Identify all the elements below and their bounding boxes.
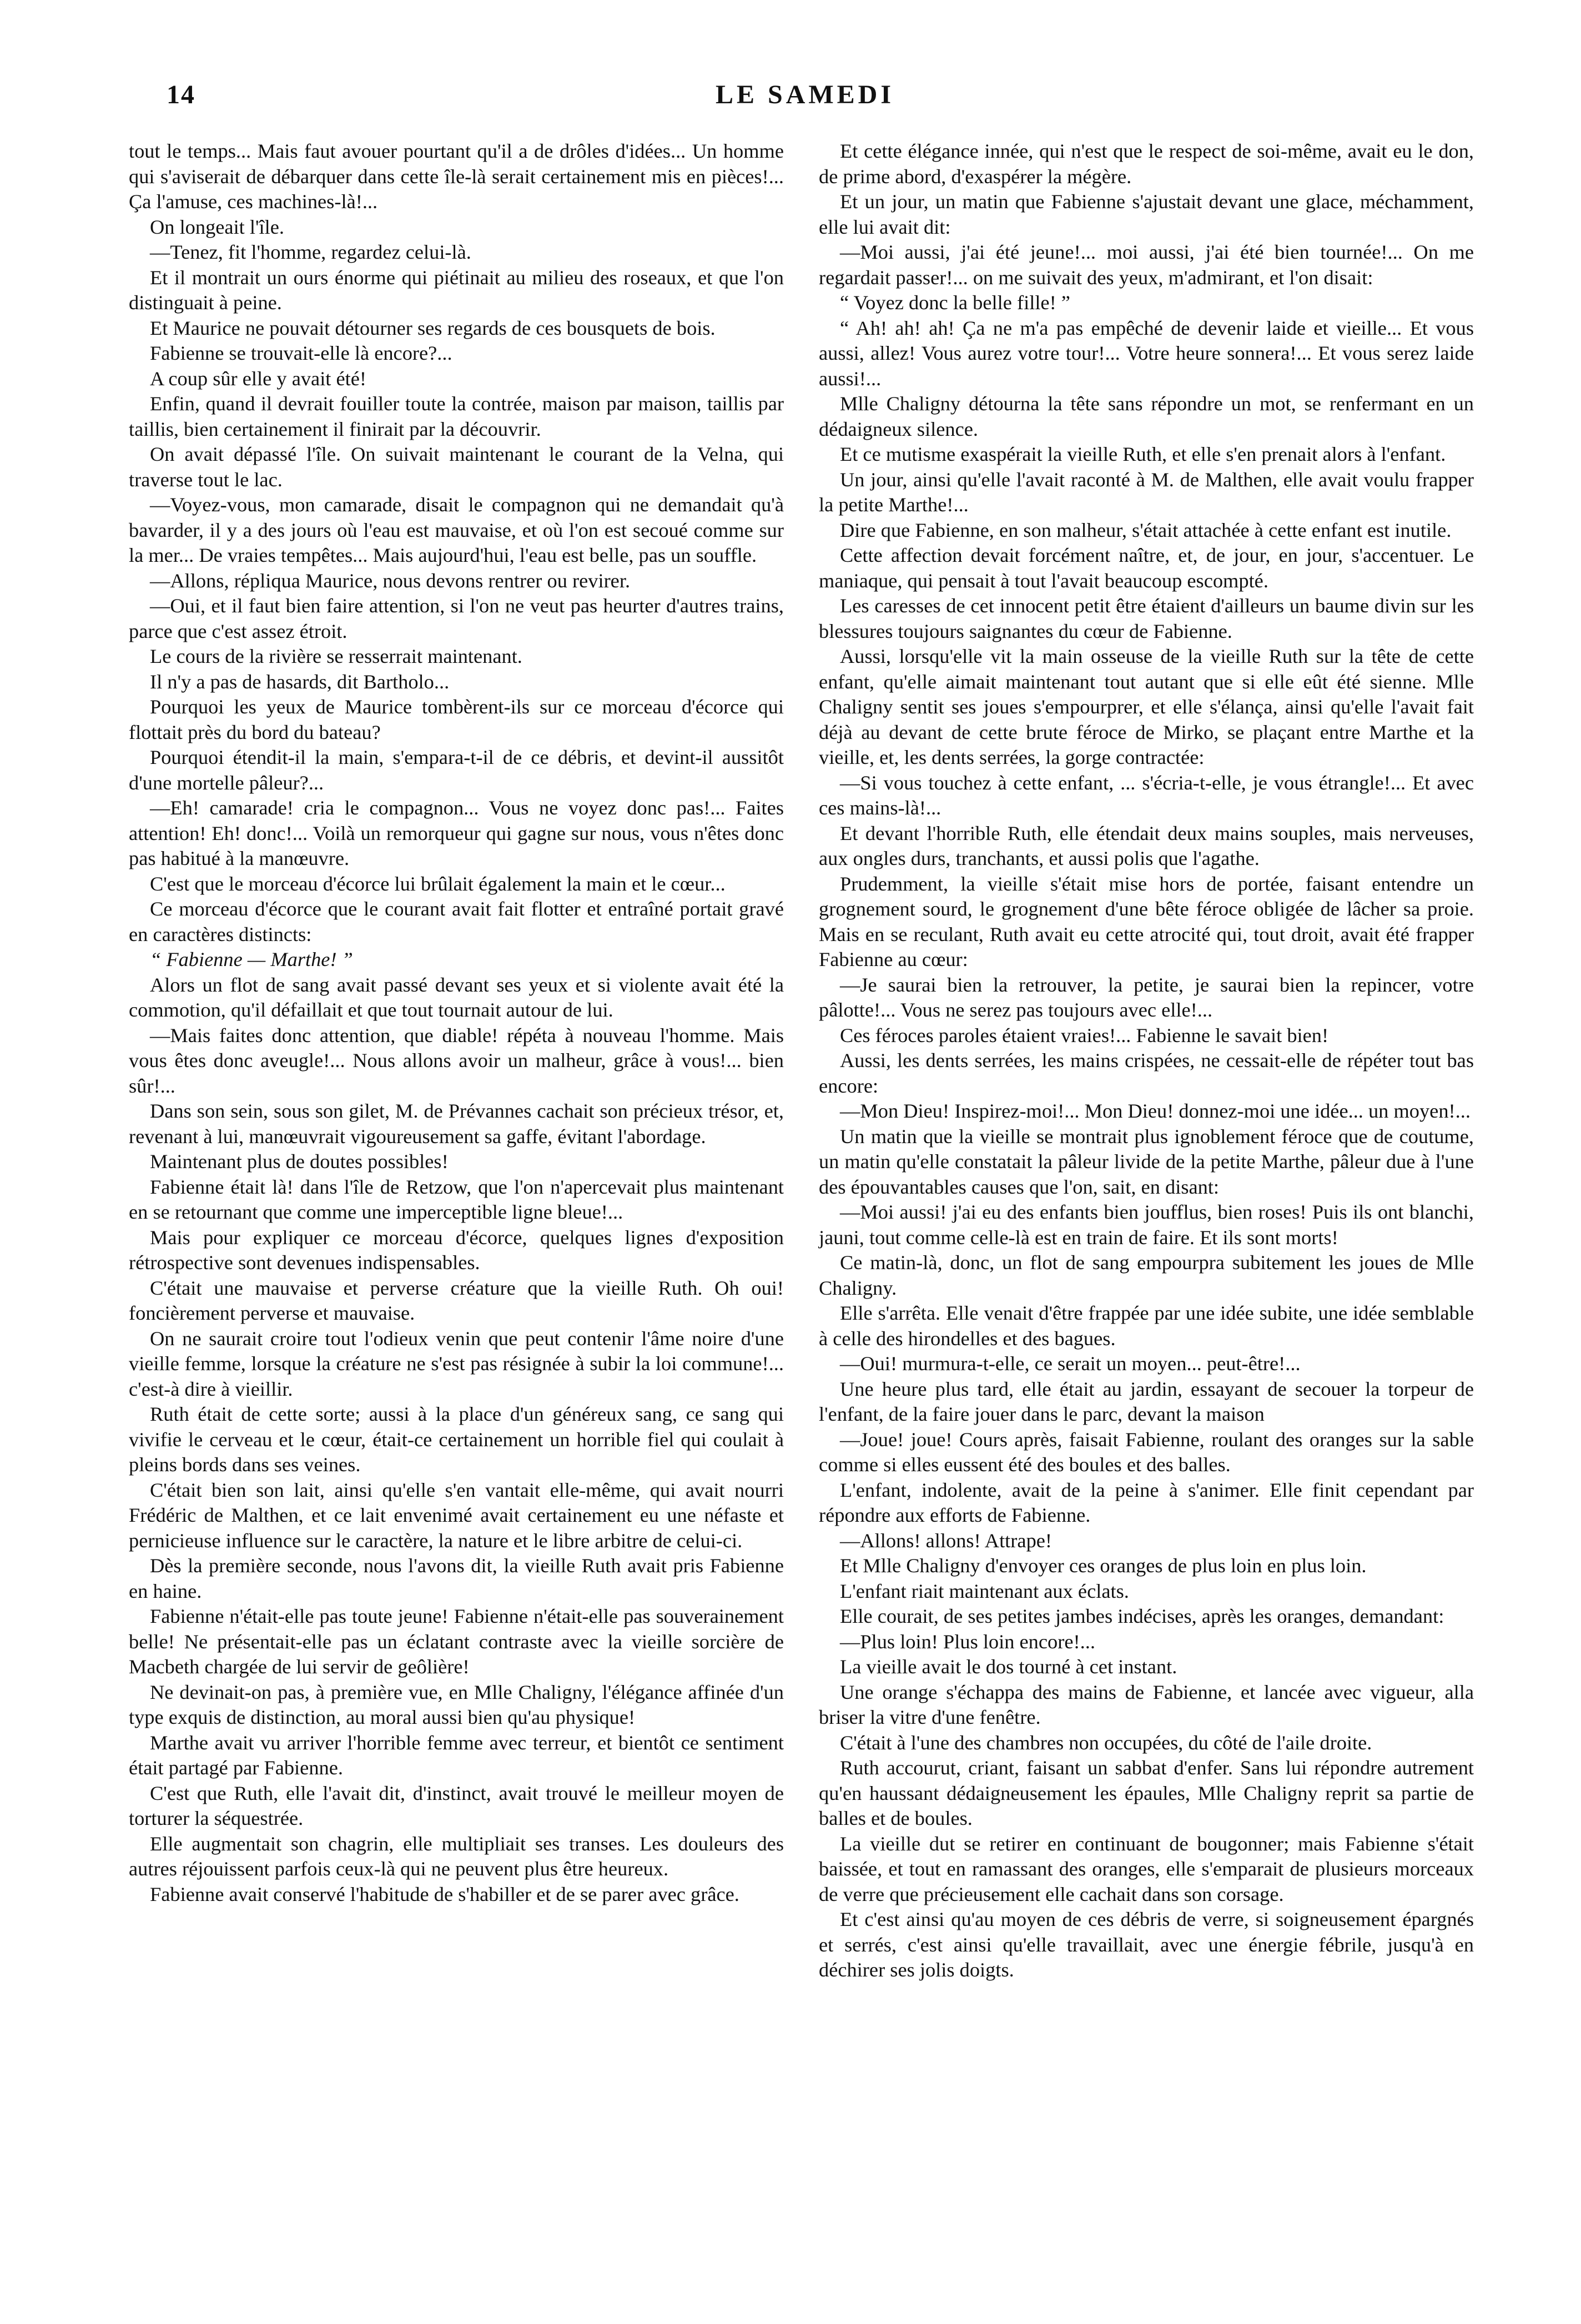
paragraph: Et ce mutisme exaspérait la vieille Ruth, et elle s'en prenait alors à l'enfant. bbox=[840, 443, 1446, 465]
paragraph: —Joue! joue! Cours après, faisait Fabienne, roulant des oranges sur la sable comme si elles eussent été des boules et des balles. bbox=[819, 1428, 1474, 1476]
paragraph: Ce matin-là, donc, un flot de sang empourpra subitement les joues de Mlle Chaligny. bbox=[819, 1251, 1474, 1299]
paragraph: “ Ah! ah! ah! Ça ne m'a pas empêché de devenir laide et vieille... Et vous aussi, allez! Vous aurez votre tour!... Votre heure sonnera!... Et vous serez laide aussi!... bbox=[819, 316, 1474, 390]
paragraph: On longeait l'île. bbox=[150, 215, 285, 238]
paragraph: Le cours de la rivière se resserrait maintenant. bbox=[150, 645, 522, 667]
paragraph: Dans son sein, sous son gilet, M. de Prévannes cachait son précieux trésor, et, revenant à lui, manœuvrait vigoureusement sa gaffe, évitant l'abordage. bbox=[129, 1100, 784, 1148]
paragraph: Mais pour expliquer ce morceau d'écorce, quelques lignes d'exposition rétrospective sont devenues indispensables. bbox=[129, 1226, 784, 1274]
paragraph: Une orange s'échappa des mains de Fabienne, et lancée avec vigueur, alla briser la vitre d'une fenêtre. bbox=[819, 1681, 1474, 1728]
paragraph: —Moi aussi, j'ai été jeune!... moi aussi, j'ai été bien tournée!... On me regardait passer!... on me suivait des yeux, m'admirant, et l'on disait: bbox=[819, 241, 1474, 289]
paragraph: Fabienne avait conservé l'habitude de s'habiller et de se parer avec grâce. bbox=[150, 1883, 739, 1905]
paragraph: Ce morceau d'écorce que le courant avait fait flotter et entraîné portait gravé en caractères distincts: bbox=[129, 898, 784, 945]
paragraph: C'était bien son lait, ainsi qu'elle s'en vantait elle-même, qui avait nourri Frédéric de Malthen, et ce lait envenimé avait certainement eu une néfaste et pernicieuse influence sur le caractère, la nature et le libre arbitre de celui-ci. bbox=[129, 1478, 784, 1552]
page-number: 14 bbox=[167, 80, 195, 109]
paragraph: Fabienne se trouvait-elle là encore?... bbox=[150, 342, 452, 364]
paragraph: Prudemment, la vieille s'était mise hors de portée, faisant entendre un grognement sourd, le grognement d'une bête féroce obligée de lâcher sa proie. Mais en se reculant, Ruth avait eu cette atrocité qui, tout droit, avait été frapper Fabienne au cœur: bbox=[819, 872, 1474, 970]
paragraph: Alors un flot de sang avait passé devant ses yeux et si violente avait été la commotion, qu'il défaillait et que tout tournait autour de lui. bbox=[129, 973, 784, 1021]
paragraph: Fabienne n'était-elle pas toute jeune! Fabienne n'était-elle pas souverainement belle! Ne présentait-elle pas un éclatant contraste avec la vieille sorcière de Macbeth chargée de lui servir de geôlière! bbox=[129, 1605, 784, 1678]
paragraph: Aussi, les dents serrées, les mains crispées, ne cessait-elle de répéter tout bas encore: bbox=[819, 1049, 1474, 1097]
journal-title: LE SAMEDI bbox=[715, 80, 895, 109]
paragraph: —Voyez-vous, mon camarade, disait le compagnon qui ne demandait qu'à bavarder, il y a des jours où l'eau est mauvaise, et où l'on est secoué comme sur la mer... De vraies tempêtes... Mais aujourd'hui, l'eau est belle, pas un souffle. bbox=[129, 494, 784, 566]
paragraph: Un jour, ainsi qu'elle l'avait raconté à M. de Malthen, elle avait voulu frapper la petite Marthe!... bbox=[819, 468, 1474, 516]
paragraph: C'était une mauvaise et perverse créature que la vieille Ruth. Oh oui! foncièrement perverse et mauvaise. bbox=[129, 1276, 784, 1324]
paragraph: A coup sûr elle y avait été! bbox=[150, 367, 367, 390]
paragraph: On ne saurait croire tout l'odieux venin que peut contenir l'âme noire d'une vieille femme, lorsque la créature ne s'est pas résignée à subir la loi commune!... c'est-à dire à vieillir. bbox=[129, 1327, 784, 1400]
paragraph: Une heure plus tard, elle était au jardin, essayant de secouer la torpeur de l'enfant, de la faire jouer dans le parc, devant la maison bbox=[819, 1377, 1474, 1425]
paragraph: Cette affection devait forcément naître, et, de jour, en jour, s'accentuer. Le maniaque, qui pensait à tout l'avait beaucoup escompté. bbox=[819, 544, 1474, 592]
paragraph: Et Maurice ne pouvait détourner ses regards de ces bousquets de bois. bbox=[150, 316, 716, 339]
paragraph: Pourquoi étendit-il la main, s'empara-t-il de ce débris, et devint-il aussitôt d'une mortelle pâleur?... bbox=[129, 746, 784, 794]
paragraph: —Je saurai bien la retrouver, la petite, je saurai bien la repincer, votre pâlotte!... Vous ne serez pas toujours avec elle!... bbox=[819, 973, 1474, 1021]
paragraph: —Mon Dieu! Inspirez-moi!... Mon Dieu! donnez-moi une idée... un moyen!... bbox=[840, 1100, 1471, 1122]
page-header bbox=[139, 79, 1471, 124]
paragraph: L'enfant riait maintenant aux éclats. bbox=[840, 1579, 1129, 1602]
paragraph: Ces féroces paroles étaient vraies!... Fabienne le savait bien! bbox=[840, 1024, 1329, 1047]
paragraph: “ Fabienne — Marthe! ” bbox=[150, 948, 353, 970]
paragraph: —Allons, répliqua Maurice, nous devons rentrer ou revirer. bbox=[150, 569, 631, 592]
paragraph: “ Voyez donc la belle fille! ” bbox=[840, 291, 1070, 314]
paragraph: Un matin que la vieille se montrait plus ignoblement féroce que de coutume, un matin qu'elle constatait la pâleur livide de la petite Marthe, pâleur due à l'une des épouvantables causes que l'on, sait, en disant: bbox=[819, 1125, 1474, 1198]
paragraph: C'est que Ruth, elle l'avait dit, d'instinct, avait trouvé le meilleur moyen de torturer la séquestrée. bbox=[129, 1782, 784, 1829]
paragraph: L'enfant, indolente, avait de la peine à s'animer. Elle finit cependant par répondre aux efforts de Fabienne. bbox=[819, 1478, 1474, 1526]
paragraph: Maintenant plus de doutes possibles! bbox=[150, 1150, 449, 1173]
paragraph: Et il montrait un ours énorme qui piétinait au milieu des roseaux, et que l'on distinguait à peine. bbox=[129, 266, 784, 314]
paragraph: —Allons! allons! Attrape! bbox=[840, 1529, 1053, 1552]
paragraph: Elle augmentait son chagrin, elle multipliait ses transes. Les douleurs des autres réjouissent parfois ceux-là qui ne peuvent plus être heureux. bbox=[129, 1832, 784, 1880]
paragraph: —Moi aussi! j'ai eu des enfants bien joufflus, bien roses! Puis ils ont blanchi, jauni, tout comme celle-là est en train de faire. Et ils sont morts! bbox=[819, 1201, 1474, 1249]
paragraph: tout le temps... Mais faut avouer pourtant qu'il a de drôles d'idées... Un homme qui s'aviserait de débarquer dans cette île-là serait certainement mis en pièces!... Ça l'amuse, ces machines-là!... bbox=[129, 140, 784, 213]
left-column bbox=[129, 139, 784, 1907]
paragraph: —Plus loin! Plus loin encore!... bbox=[840, 1630, 1095, 1653]
paragraph: Elle courait, de ses petites jambes indécises, après les oranges, demandant: bbox=[840, 1605, 1444, 1627]
paragraph: Les caresses de cet innocent petit être étaient d'ailleurs un baume divin sur les blessures toujours saignantes du cœur de Fabienne. bbox=[819, 595, 1474, 642]
paragraph: Ruth accourut, criant, faisant un sabbat d'enfer. Sans lui répondre autrement qu'en haussant dédaigneusement les épaules, Mlle Chaligny reprit sa partie de balles et de boules. bbox=[819, 1757, 1474, 1829]
paragraph: —Eh! camarade! cria le compagnon... Vous ne voyez donc pas!... Faites attention! Eh! donc!... Voilà un remorqueur qui gagne sur nous, vous n'êtes donc pas habitué à la manœuvre. bbox=[129, 797, 784, 869]
paragraph: C'était à l'une des chambres non occupées, du côté de l'aile droite. bbox=[840, 1731, 1372, 1754]
paragraph: Ruth était de cette sorte; aussi à la place d'un généreux sang, ce sang qui vivifie le cerveau et le cœur, était-ce certainement un horrible fiel qui coulait à pleins bords dans ses veines. bbox=[129, 1403, 784, 1476]
paragraph: Et devant l'horrible Ruth, elle étendait deux mains souples, mais nerveuses, aux ongles durs, tranchants, et aussi polis que l'agathe. bbox=[819, 822, 1474, 869]
paragraph: —Oui! murmura-t-elle, ce serait un moyen... peut-être!... bbox=[840, 1352, 1301, 1375]
paragraph: Elle s'arrêta. Elle venait d'être frappée par une idée subite, une idée semblable à celle des hirondelles et des bagues. bbox=[819, 1302, 1474, 1350]
paragraph: Enfin, quand il devrait fouiller toute la contrée, maison par maison, taillis par taillis, bien certainement il finirait par la découvrir. bbox=[129, 393, 784, 440]
paragraph: Marthe avait vu arriver l'horrible femme avec terreur, et bientôt ce sentiment était partagé par Fabienne. bbox=[129, 1731, 784, 1779]
paragraph: —Tenez, fit l'homme, regardez celui-là. bbox=[150, 241, 471, 263]
paragraph: Aussi, lorsqu'elle vit la main osseuse de la vieille Ruth sur la tête de cette enfant, qu'elle aimait maintenant tout autant que si elle eût été sienne. Mlle Chaligny sentit ses joues s'empourprer, et elle s'élança, ainsi qu'elle l'avait fait déjà au devant de cette brute féroce de Mirko, se plaçant entre Marthe et la vieille, et, les dents serrées, la gorge contractée: bbox=[819, 645, 1474, 768]
paragraph: —Si vous touchez à cette enfant, ... s'écria-t-elle, je vous étrangle!... Et avec ces mains-là!... bbox=[819, 771, 1474, 819]
paragraph: Dès la première seconde, nous l'avons dit, la vieille Ruth avait pris Fabienne en haine. bbox=[129, 1555, 784, 1602]
paragraph: —Oui, et il faut bien faire attention, si l'on ne veut pas heurter d'autres trains, parce que c'est assez étroit. bbox=[129, 595, 784, 642]
paragraph: Dire que Fabienne, en son malheur, s'était attachée à cette enfant est inutile. bbox=[840, 519, 1452, 541]
paragraph: Et un jour, un matin que Fabienne s'ajustait devant une glace, méchamment, elle lui avait dit: bbox=[819, 190, 1474, 238]
paragraph: Et cette élégance innée, qui n'est que le respect de soi-même, avait eu le don, de prime abord, d'exaspérer la mégère. bbox=[819, 140, 1474, 188]
paragraph: Et Mlle Chaligny d'envoyer ces oranges de plus loin en plus loin. bbox=[840, 1555, 1367, 1577]
paragraph: On avait dépassé l'île. On suivait maintenant le courant de la Velna, qui traverse tout le lac. bbox=[129, 443, 784, 491]
paragraph: C'est que le morceau d'écorce lui brûlait également la main et le cœur... bbox=[150, 872, 726, 895]
paragraph: Ne devinait-on pas, à première vue, en Mlle Chaligny, l'élégance affinée d'un type exquis de distinction, au moral aussi bien qu'au physique! bbox=[129, 1681, 784, 1728]
paragraph: Mlle Chaligny détourna la tête sans répondre un mot, se renfermant en un dédaigneux silence. bbox=[819, 393, 1474, 440]
paragraph: La vieille dut se retirer en continuant de bougonner; mais Fabienne s'était baissée, et tout en ramassant des oranges, elle s'emparait de plusieurs morceaux de verre que précieusement elle cachait dans son corsage. bbox=[819, 1832, 1474, 1905]
paragraph: Et c'est ainsi qu'au moyen de ces débris de verre, si soigneusement épargnés et serrés, c'est ainsi qu'elle travaillait, avec une énergie fébrile, jusqu'à en déchirer ses jolis doigts. bbox=[819, 1908, 1474, 1981]
paragraph: La vieille avait le dos tourné à cet instant. bbox=[840, 1656, 1177, 1678]
paragraph: Fabienne était là! dans l'île de Retzow, que l'on n'apercevait plus maintenant en se retournant que comme une imperceptible ligne bleue!... bbox=[129, 1175, 784, 1223]
paragraph: —Mais faites donc attention, que diable! répéta à nouveau l'homme. Mais vous êtes donc aveugle!... Nous allons avoir un malheur, grâce à vous!... bien sûr!... bbox=[129, 1024, 784, 1097]
right-column bbox=[819, 139, 1474, 1983]
paragraph: Il n'y a pas de hasards, dit Bartholo... bbox=[150, 670, 450, 693]
paragraph: Pourquoi les yeux de Maurice tombèrent-ils sur ce morceau d'écorce qui flottait près du bord du bateau? bbox=[129, 696, 784, 743]
